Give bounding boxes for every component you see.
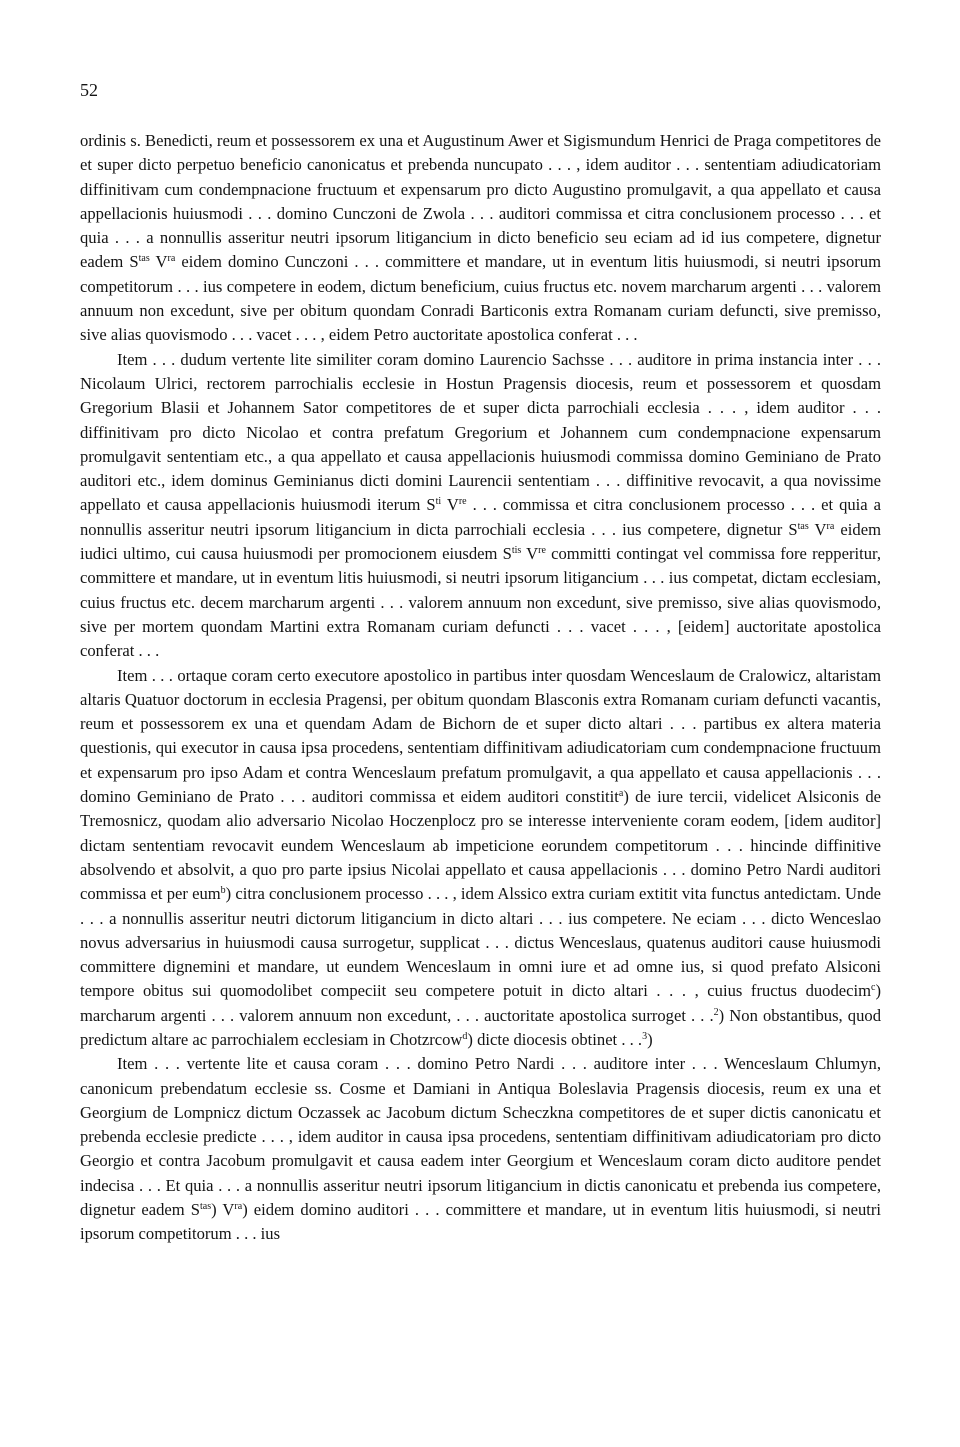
text-segment: V — [149, 252, 168, 272]
text-segment: V — [521, 544, 539, 564]
superscript: re — [458, 496, 467, 508]
superscript: re — [538, 545, 546, 557]
superscript: a — [618, 788, 624, 800]
text-segment: V — [808, 519, 827, 539]
superscript: c — [871, 982, 876, 994]
text-segment: V — [441, 495, 459, 515]
text-segment: Item . . . vertente lite et causa coram . . . domino Petro Nardi . . . auditore inter . . . Wenceslaum Chlumyn, canonicum prebendatum ecclesie ss. Cosme et Damiani in Antiqua Boleslavia Pragensis diocesis, reum ex una et Georgium de Lompnicz dictum Oczassek ac Jacobum dictum Scheczkna competitores de et super dictis canonicatu et prebenda ecclesie predicte . . . , idem auditor in causa ipsa procedens, sententiam diffinitivam adiudicatoriam pro dicto Georgio et contra Jacobum promulgavit et causa eadem inter Georgium et Wenceslaum coram dicto auditore pendet indecisa . . . Et quia . . . a nonnullis asseritur neutri ipsorum litigancium in dictis canonicatu et prebenda ius competere, dignetur eadem S — [80, 1054, 881, 1220]
superscript: ra — [234, 1201, 243, 1213]
body-text — [80, 129, 881, 1247]
superscript: b — [220, 885, 226, 897]
text-segment: ) Non obstantibus, quod predictum altare ac parrochialem ecclesiam in Chotzrcow — [80, 1005, 881, 1049]
text-segment: ) marcharum argenti . . . valorem annuum non excedunt, . . . auctoritate apostolica surroget . . . — [80, 981, 881, 1025]
superscript: tas — [200, 1201, 212, 1213]
text-segment: eidem domino Cunczoni . . . committere et mandare, ut in eventum litis huiusmodi, si neutri ipsorum competitorum . . . ius competere in eodem, dictum beneficium, cuius fructus etc. novem marcharum argenti . . . valorem annuum non excedunt, sive per obitum quondam Conradi Barticonis extra Romanam curiam defuncti, sive premisso, sive alias quovismodo . . . vacet . . . , eidem Petro auctoritate apostolica conferat . . . — [80, 252, 881, 345]
text-segment: Item . . . ortaque coram certo executore apostolico in partibus inter quosdam Wenceslaum de Cralowicz, altaristam altaris Quatuor doctorum in ecclesia Pragensi, per obitum quondam Blasconis extra Romanam curiam defuncti vacantis, reum et possessorem ex una et quendam Adam de Bichorn de et super dicto altari . . . partibus ex altera materia questionis, qui executor in causa ipsa procedens, sententiam diffinitivam adiudicatoriam cum condempnacione fructuum et expensarum pro ipso Adam et contra Wenceslaum prefatum promulgavit, a qua appellato et causa appellacionis . . . domino Geminiano de Prato . . . auditori commissa et eidem auditori constitit — [80, 665, 881, 807]
superscript: ra — [826, 520, 835, 532]
superscript: tis — [511, 545, 522, 557]
text-segment: . . . commissa et citra conclusionem processo . . . et quia a nonnullis asseritur neutri ipsorum litigancium in dicta parrochiali ecclesia . . . ius competere, dignetur S — [80, 495, 881, 539]
paragraph — [80, 664, 881, 1053]
text-segment: ) eidem domino auditori . . . committere et mandare, ut in eventum litis huiusmodi, si neutri ipsorum competitorum . . . ius — [80, 1200, 881, 1244]
paragraph — [80, 1052, 881, 1246]
superscript: tas — [138, 253, 150, 265]
superscript: 2 — [713, 1006, 719, 1018]
paragraph — [80, 348, 881, 664]
text-segment: eidem iudici ultimo, cui causa huiusmodi per promocionem eiusdem S — [80, 519, 881, 564]
paragraph — [80, 129, 881, 348]
superscript: ti — [435, 496, 442, 508]
superscript: 3 — [642, 1030, 648, 1042]
text-segment: ) — [647, 1029, 653, 1049]
text-segment: ) citra conclusionem processo . . . , idem Alssico extra curiam extitit vita functus antedictam. Unde . . . a nonnullis asseritur neutri dictorum litigancium in dicto altari . . . ius competere. Ne eciam . . . dicto Wenceslao novus adversarius in huiusmodi causa surrogetur, supplicat . . . dictus Wenceslaus, quatenus auditori cause huiusmodi committere dignemini et mandare, ut eundem Wenceslaum in omni iure et ad omne ius, si quod prefato Alsiconi tempore obitus sui quomodolibet compeciit seu competere potuit in dicto altari . . . , cuius fructus duodecim — [80, 884, 882, 1001]
superscript: tas — [797, 520, 809, 532]
text-segment: ) V — [211, 1200, 235, 1220]
text-segment: committi contingat vel commissa fore repperitur, committere et mandare, ut in eventum litis huiusmodi, si neutri ipsorum litigancium . . . ius competat, dictam ecclesiam, cuius fructus etc. decem marcharum argenti . . . valorem annuum non excedunt, sive premisso, sive alias quovismodo, sive per mortem quondam Martini extra Romanam curiam defuncti . . . vacet . . . , [eidem] auctoritate apostolica conferat . . . — [80, 544, 881, 661]
text-segment: Item . . . dudum vertente lite similiter coram domino Laurencio Sachsse . . . auditore in prima instancia inter . . . Nicolaum Ulrici, rectorem parrochialis ecclesie in Hostun Pragensis diocesis, reum et possessorem et quosdam Gregorium Blasii et Johannem Sator competitores de et super dicta parrochiali ecclesia . . . , idem auditor . . . diffinitivam pro dicto Nicolao et contra prefatum Gregorium et Johannem cum condempnacione expensarum promulgavit sententiam etc., a qua appellato et causa appellacionis huiusmodi commissa domino Geminiano de Prato auditori etc., idem dominus Geminianus dicti domini Laurencii sententiam . . . diffinitive revocavit, a qua novissime appellato et causa appellacionis huiusmodi iterum S — [80, 349, 881, 515]
superscript: d — [462, 1030, 468, 1042]
text-segment: ) dicte diocesis obtinet . . . — [467, 1029, 643, 1049]
text-segment: ordinis s. Benedicti, reum et possessorem ex una et Augustinum Awer et Sigismundum Henrici de Praga competitores de et super dicto perpetuo beneficio canonicatus et prebenda nuncupato . . . , idem auditor . . . sententiam adiudicatoriam diffinitivam cum condempnacione fructuum et expensarum pro dicto Augustino promulgavit, a qua appellato et causa appellacionis huiusmodi . . . domino Cunczoni de Zwola . . . auditori commissa et citra conclusionem processo . . . et quia . . . a nonnullis asseritur neutri ipsorum litigancium in dicto beneficio seu eciam ad id ius competere, dignetur eadem S — [80, 131, 881, 272]
text-segment: ) de iure tercii, videlicet Alsiconis de Tremosnicz, quodam alio adversario Nicolao Hoczenplocz pro se interesse interveniente coram eodem, [idem auditor] dictam sententiam revocavit eundem Wenceslaum ab impeticione eorundem competitorum . . . hincinde diffinitive absolvendo et absolvit, a quo pro parte ipsius Nicolai appellato et causa appellacionis . . . domino Petro Nardi auditori commissa et per eum — [80, 787, 881, 904]
superscript: ra — [167, 253, 176, 265]
page-number: 52 — [80, 80, 98, 100]
